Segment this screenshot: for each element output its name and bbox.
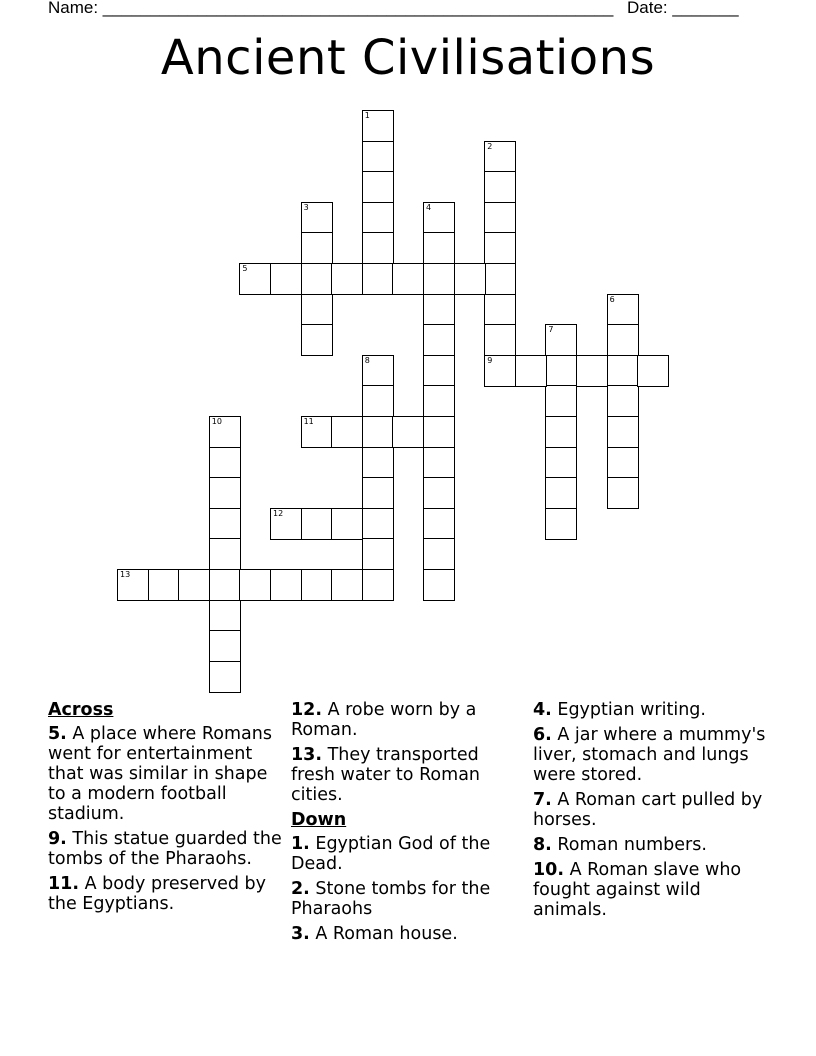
clue-down-4 (533, 700, 769, 720)
grid-cell[interactable] (362, 141, 394, 173)
grid-cell[interactable] (331, 263, 363, 295)
grid-cell[interactable] (270, 508, 302, 540)
grid-cell[interactable] (545, 447, 577, 479)
clue-number: 7. (533, 790, 552, 810)
grid-cell[interactable] (423, 202, 455, 234)
clue-across-9 (48, 829, 284, 869)
grid-cell[interactable] (392, 416, 424, 448)
clue-text: They transported fresh water to Roman cities. (291, 745, 481, 805)
clue-text: A jar where a mummy's liver, stomach and lungs were stored. (533, 725, 766, 785)
grid-cell[interactable] (362, 263, 394, 295)
grid-cell[interactable] (301, 324, 333, 356)
grid-cell[interactable] (545, 477, 577, 509)
clue-down-10 (533, 860, 769, 920)
grid-cell[interactable] (362, 416, 394, 448)
clue-down-6 (533, 725, 769, 785)
grid-cell[interactable] (209, 508, 241, 540)
grid-cell[interactable] (637, 355, 669, 387)
cell-number: 2 (487, 141, 493, 151)
grid-cell[interactable] (423, 385, 455, 417)
grid-cell[interactable] (423, 538, 455, 570)
grid-cell[interactable] (331, 416, 363, 448)
grid-cell[interactable] (362, 202, 394, 234)
grid-cell[interactable] (607, 477, 639, 509)
grid-cell[interactable] (362, 110, 394, 142)
grid-cell[interactable] (117, 569, 149, 601)
cell-number: 4 (426, 202, 432, 212)
grid-cell[interactable] (209, 569, 241, 601)
grid-cell[interactable] (362, 538, 394, 570)
grid-cell[interactable] (607, 447, 639, 479)
grid-cell[interactable] (423, 324, 455, 356)
cell-number: 9 (487, 355, 493, 365)
grid-cell[interactable] (301, 202, 333, 234)
grid-cell[interactable] (362, 477, 394, 509)
grid-cell[interactable] (362, 569, 394, 601)
cell-number: 3 (303, 202, 309, 212)
grid-cell[interactable] (301, 232, 333, 264)
clue-text: This statue guarded the tombs of the Pharaohs. (48, 829, 282, 869)
grid-cell[interactable] (209, 661, 241, 693)
grid-cell[interactable] (515, 355, 547, 387)
grid-cell[interactable] (362, 385, 394, 417)
clue-number: 5. (48, 724, 67, 744)
grid-cell[interactable] (484, 294, 516, 326)
clue-text: A Roman house. (309, 924, 458, 944)
clue-across-5 (48, 724, 284, 824)
grid-cell[interactable] (576, 355, 608, 387)
grid-cell[interactable] (607, 355, 639, 387)
clue-down-1 (291, 834, 527, 874)
down-heading: Down (291, 810, 347, 830)
grid-cell[interactable] (423, 263, 455, 295)
clue-number: 1. (291, 834, 310, 854)
clue-down-2 (291, 879, 527, 919)
grid-cell[interactable] (484, 232, 516, 264)
grid-cell[interactable] (454, 263, 486, 295)
grid-cell[interactable] (239, 263, 271, 295)
grid-cell[interactable] (239, 569, 271, 601)
grid-cell[interactable] (331, 569, 363, 601)
clue-number: 9. (48, 829, 67, 849)
grid-cell[interactable] (423, 294, 455, 326)
grid-cell[interactable] (545, 508, 577, 540)
clue-text: A robe worn by a Roman. (291, 700, 477, 740)
grid-cell[interactable] (423, 416, 455, 448)
cell-number: 11 (303, 417, 314, 426)
grid-cell[interactable] (423, 355, 455, 387)
grid-cell[interactable] (178, 569, 210, 601)
cell-number: 8 (364, 355, 370, 365)
clue-text: Egyptian God of the Dead. (291, 834, 491, 874)
grid-cell[interactable] (301, 294, 333, 326)
clue-text: A place where Romans went for entertainment that was similar in shape to a modern football stadium. (48, 724, 272, 824)
cell-number: 7 (548, 325, 554, 335)
grid-cell[interactable] (331, 508, 363, 540)
grid-cell[interactable] (209, 447, 241, 479)
grid-cell[interactable] (545, 355, 577, 387)
grid-cell[interactable] (209, 600, 241, 632)
puzzle-title: Ancient Civilisations (160, 30, 656, 86)
clue-number: 6. (533, 725, 552, 745)
date-field-label: Date: _______ (627, 0, 739, 17)
grid-cell[interactable] (484, 202, 516, 234)
clue-column-3 (533, 700, 769, 925)
clue-text: Stone tombs for the Pharaohs (291, 879, 491, 919)
clue-column-1 (48, 700, 284, 919)
clue-down-8 (533, 835, 769, 855)
grid-cell[interactable] (484, 171, 516, 203)
grid-cell[interactable] (362, 232, 394, 264)
grid-cell[interactable] (209, 630, 241, 662)
clue-text: A Roman slave who fought against wild animals. (533, 860, 742, 920)
grid-cell[interactable] (607, 385, 639, 417)
grid-cell[interactable] (484, 324, 516, 356)
grid-cell[interactable] (607, 416, 639, 448)
grid-cell[interactable] (545, 324, 577, 356)
clue-across-12 (291, 700, 527, 740)
clue-number: 2. (291, 879, 310, 899)
grid-cell[interactable] (423, 447, 455, 479)
grid-cell[interactable] (484, 355, 516, 387)
name-field-label: Name: ______________________________________________________ (48, 0, 614, 17)
grid-cell[interactable] (209, 416, 241, 448)
clue-column-2 (291, 700, 527, 949)
grid-cell[interactable] (607, 294, 639, 326)
clue-across-13 (291, 745, 527, 805)
grid-cell[interactable] (209, 477, 241, 509)
cell-number: 10 (211, 417, 222, 426)
clue-across-11 (48, 874, 284, 914)
clue-text: A body preserved by the Egyptians. (48, 874, 266, 914)
grid-cell[interactable] (301, 508, 333, 540)
cell-number: 1 (364, 111, 370, 120)
grid-cell[interactable] (423, 508, 455, 540)
grid-cell[interactable] (301, 263, 333, 295)
grid-cell[interactable] (392, 263, 424, 295)
cell-number: 5 (242, 264, 248, 273)
grid-cell[interactable] (362, 355, 394, 387)
grid-cell[interactable] (423, 569, 455, 601)
clue-text: Roman numbers. (551, 835, 707, 855)
clue-number: 3. (291, 924, 310, 944)
clue-number: 4. (533, 700, 552, 720)
clue-number: 8. (533, 835, 552, 855)
cell-number: 12 (273, 508, 284, 518)
clue-number: 12. (291, 700, 323, 720)
grid-cell[interactable] (270, 263, 302, 295)
grid-cell[interactable] (362, 447, 394, 479)
grid-cell[interactable] (362, 171, 394, 203)
across-heading: Across (48, 700, 114, 720)
grid-cell[interactable] (607, 324, 639, 356)
clue-number: 10. (533, 860, 565, 880)
cell-number: 6 (609, 294, 615, 304)
grid-cell[interactable] (270, 569, 302, 601)
clue-text: Egyptian writing. (551, 700, 706, 720)
clue-number: 11. (48, 874, 80, 894)
grid-cell[interactable] (423, 232, 455, 264)
grid-cell[interactable] (362, 508, 394, 540)
grid-cell[interactable] (301, 569, 333, 601)
grid-cell[interactable] (484, 141, 516, 173)
grid-cell[interactable] (545, 416, 577, 448)
clue-text: A Roman cart pulled by horses. (533, 790, 763, 830)
grid-cell[interactable] (423, 477, 455, 509)
grid-cell[interactable] (301, 416, 333, 448)
cell-number: 13 (120, 570, 131, 579)
clue-number: 13. (291, 745, 323, 765)
grid-cell[interactable] (148, 569, 180, 601)
grid-cell[interactable] (484, 263, 516, 295)
clue-down-7 (533, 790, 769, 830)
clue-down-3 (291, 924, 527, 944)
grid-cell[interactable] (209, 538, 241, 570)
grid-cell[interactable] (545, 385, 577, 417)
